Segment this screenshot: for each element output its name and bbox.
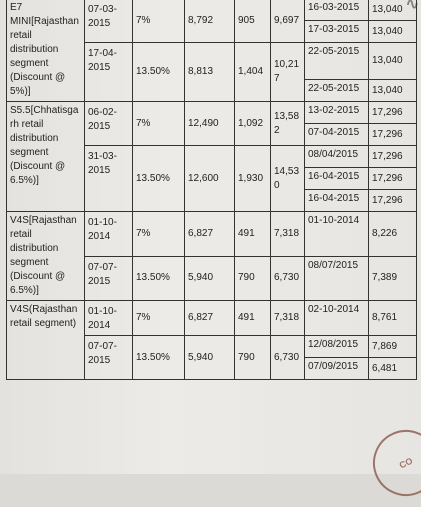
sale-date-cell: 08/04/2015: [305, 146, 369, 168]
tax-rate-cell: 13.50%: [133, 146, 185, 212]
table-row: [7, 212, 417, 257]
sale-date-cell: 08/07/2015: [305, 256, 369, 301]
sale-date-cell: 02-10-2014: [305, 301, 369, 336]
sale-value-cell: 13,040: [369, 0, 417, 21]
tax-amount-cell: 1,930: [235, 146, 271, 212]
tax-amount-cell: 790: [235, 256, 271, 301]
effective-date-cell: 06-02-2015: [85, 102, 133, 146]
sale-value-cell: 17,296: [369, 124, 417, 146]
total-price-cell: 14,530: [271, 146, 305, 212]
effective-date-cell: 31-03-2015: [85, 146, 133, 212]
sale-date-cell: 01-10-2014: [305, 212, 369, 257]
tax-rate-cell: 13.50%: [133, 336, 185, 380]
effective-date-cell: 01-10-2014: [85, 212, 133, 257]
base-price-cell: 5,940: [185, 336, 235, 380]
total-price-cell: 10,217: [271, 43, 305, 102]
sale-date-cell: 12/08/2015: [305, 336, 369, 358]
effective-date-cell: 01-10-2014: [85, 301, 133, 336]
product-cell: S5.5[Chhatisgarh retail distribution segment (Discount @ 6.5%)]: [7, 102, 85, 212]
total-price-cell: 7,318: [271, 212, 305, 257]
base-price-cell: 5,940: [185, 256, 235, 301]
base-price-cell: 8,813: [185, 43, 235, 102]
sale-value-cell: 17,296: [369, 168, 417, 190]
tax-rate-cell: 7%: [133, 212, 185, 257]
tax-amount-cell: 790: [235, 336, 271, 380]
sale-date-cell: 16-04-2015: [305, 190, 369, 212]
tax-rate-cell: 7%: [133, 102, 185, 146]
effective-date-cell: 17-04-2015: [85, 43, 133, 102]
tax-amount-cell: 1,404: [235, 43, 271, 102]
sale-value-cell: 6,481: [369, 358, 417, 380]
sale-date-cell: 22-05-2015: [305, 80, 369, 102]
effective-date-cell: 07-03-2015: [85, 0, 133, 43]
total-price-cell: 9,697: [271, 0, 305, 43]
sale-value-cell: 13,040: [369, 80, 417, 102]
sale-date-cell: 07-04-2015: [305, 124, 369, 146]
sale-value-cell: 13,040: [369, 21, 417, 43]
table-row: [7, 301, 417, 336]
table-row: [7, 102, 417, 124]
sale-value-cell: 8,761: [369, 301, 417, 336]
corner-handwriting-mark: ∿: [405, 0, 419, 13]
tax-amount-cell: 905: [235, 0, 271, 43]
tax-rate-cell: 13.50%: [133, 256, 185, 301]
effective-date-cell: 07-07-2015: [85, 336, 133, 380]
effective-date-cell: 07-07-2015: [85, 256, 133, 301]
sale-value-cell: 8,226: [369, 212, 417, 257]
sale-value-cell: 17,296: [369, 190, 417, 212]
product-cell: V4S[Rajasthan retail distribution segment (Discount @ 6.5%)]: [7, 212, 85, 301]
sale-date-cell: 22-05-2015: [305, 43, 369, 80]
sale-date-cell: 16-04-2015: [305, 168, 369, 190]
sale-value-cell: 7,389: [369, 256, 417, 301]
total-price-cell: 7,318: [271, 301, 305, 336]
company-stamp: CO: [362, 419, 421, 507]
base-price-cell: 6,827: [185, 212, 235, 257]
tax-amount-cell: 1,092: [235, 102, 271, 146]
sale-date-cell: 07/09/2015: [305, 358, 369, 380]
total-price-cell: 13,582: [271, 102, 305, 146]
base-price-cell: 6,827: [185, 301, 235, 336]
tax-amount-cell: 491: [235, 301, 271, 336]
sale-date-cell: 16-03-2015: [305, 0, 369, 21]
base-price-cell: 12,600: [185, 146, 235, 212]
base-price-cell: 8,792: [185, 0, 235, 43]
tax-rate-cell: 7%: [133, 0, 185, 43]
price-table: [6, 0, 417, 380]
tax-rate-cell: 7%: [133, 301, 185, 336]
tax-amount-cell: 491: [235, 212, 271, 257]
sale-date-cell: 17-03-2015: [305, 21, 369, 43]
sale-date-cell: 13-02-2015: [305, 102, 369, 124]
sale-value-cell: 7,869: [369, 336, 417, 358]
sale-value-cell: 17,296: [369, 102, 417, 124]
base-price-cell: 12,490: [185, 102, 235, 146]
product-cell: E7 MINI[Rajasthan retail distribution segment (Discount @ 5%)]: [7, 0, 85, 102]
total-price-cell: 6,730: [271, 256, 305, 301]
product-cell: V4S(Rajasthan retail segment): [7, 301, 85, 380]
total-price-cell: 6,730: [271, 336, 305, 380]
tax-rate-cell: 13.50%: [133, 43, 185, 102]
sale-value-cell: 13,040: [369, 43, 417, 80]
table-row: [7, 0, 417, 21]
sale-value-cell: 17,296: [369, 146, 417, 168]
